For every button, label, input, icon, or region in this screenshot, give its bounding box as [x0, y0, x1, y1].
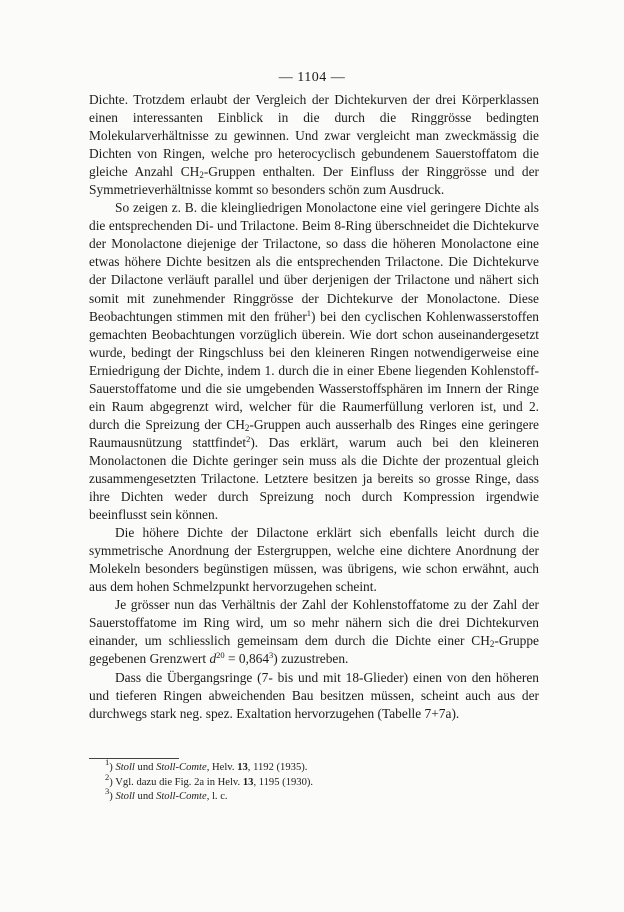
- subscript: 2: [489, 639, 495, 650]
- author: Stoll: [115, 762, 135, 773]
- paragraph-text: -Gruppen enthalten. Der Einfluss der Ringgrösse und der Symmetrieverhältnisse kommt so besonders schön zum Ausdruck.: [89, 164, 539, 198]
- footnote-ref: 2: [246, 433, 251, 444]
- paragraph-text: = 0,864: [224, 651, 270, 667]
- body-text: [89, 91, 539, 723]
- footnote-text: Vgl. dazu die Fig. 2a in Helv.: [115, 776, 243, 788]
- footnote-ref: 3: [269, 650, 274, 661]
- paragraph-text: -Gruppen auch ausserhalb des Ringes eine geringere Raumausnützung stattfindet: [89, 416, 539, 450]
- paragraph-text: Die höhere Dichte der Dilactone erklärt sich ebenfalls leicht durch die symmetrische Anordnung der Estergruppen, welche eine dichtere Anordnung der Molekeln besonders begünstigen müssen, was übrigens, wie schon erwähnt, auch aus dem hohen Schmelzpunkt hervorzugehen scheint.: [89, 525, 539, 595]
- author: Stoll: [115, 791, 135, 802]
- paragraph-2: [89, 199, 539, 524]
- footnote-text: und: [134, 762, 157, 773]
- paragraph-text: ) zuzustreben.: [273, 651, 349, 667]
- volume: 13: [242, 776, 254, 788]
- subscript: 2: [199, 170, 204, 181]
- subscript: 2: [244, 422, 250, 433]
- paragraph-text: Je grösser nun das Verhältnis der Zahl der Kohlenstoffatome zu der Zahl der Sauerstoffatome im Ring wird, um so mehr nähern sich die drei Dichtekurven einander, um schliesslich gemeinsam dem durch die Dichte einer CH: [89, 597, 539, 649]
- author: Stoll-Comte: [156, 791, 207, 802]
- footnote-divider: [89, 758, 179, 759]
- paragraph-3: [89, 524, 539, 596]
- footnote-ref: 1: [306, 307, 312, 318]
- footnote-text: , 1195 (1930).: [253, 776, 314, 788]
- footnotes: [105, 757, 525, 805]
- paragraph-text: ) bei den cyclischen Kohlenwasserstoffen gemachten Beobachtungen vorzüglich überein. Wie dort schon auseinandergesetzt wurde, bedingt der Ringschluss bei den kleineren Ringen notwendigerweise eine Erniedrigung der Dichte, indem 1. durch die in einer Ebene liegenden Kohlenstoff-Sauerstoffatome und die sie umgebenden Wasserstoffsphären im Innern der Ringe ein Raum abgegrenzt wird, welcher für die Raumerfüllung verloren ist, und 2. durch die Spreizung der CH: [89, 308, 539, 432]
- volume: 13: [237, 762, 248, 773]
- author: Stoll-Comte: [156, 762, 207, 773]
- paragraph-text: So zeigen z. B. die kleingliedrigen Monolactone eine viel geringere Dichte als die entsprechenden Di- und Trilactone. Beim 8-Ring überschneidet die Dichtekurve der Monolactone diejenige der Trilactone, so dass die höheren Monolactone eine etwas höhere Dichte besitzen als die entsprechenden Trilactone. Die Dichtekurve der Dilactone verläuft parallel und über derjenigen der Trilactone und nähert sich somit mit zunehmender Ringgrösse der Dichtekurve der Monolactone. Diese Beobachtungen stimmen mit den früher: [89, 200, 539, 324]
- footnote-1: $^1$) Stoll und Stoll-Comte, Helv. 13, 1192 (1935).: [105, 757, 308, 773]
- footnote-text: und: [134, 791, 157, 802]
- paragraph-text: Dass die Übergangsringe (7- bis und mit 18-Glieder) einen von den höheren und tieferen Ringen abweichenden Bau besitzen müssen, scheint auch aus der durchwegs stark neg. spez. Exaltation hervorzugehen (Tabelle 7+7a).: [89, 669, 539, 721]
- footnote-number: 3: [105, 786, 110, 796]
- footnote-text: , Helv.: [206, 762, 238, 773]
- footnote-3: $^3$) Stoll und Stoll-Comte, l. c.: [105, 786, 228, 802]
- footnote-text: , l. c.: [206, 791, 228, 802]
- paragraph-text: ). Das erklärt, warum auch bei den kleineren Monolactonen die Dichte geringer sein muss als die Dichte der prozentual gleich zusammengesetzten Trilactone. Letztere besitzen ja bereits so grosse Ringe, dass ihre Dichten weder durch Spreizung noch durch Kompression irgendwie beeinflusst sein können.: [89, 434, 540, 523]
- paragraph-text: -Gruppe gegebenen Grenzwert: [89, 633, 539, 667]
- superscript: 20: [216, 650, 225, 661]
- page-number: — 1104 —: [278, 70, 346, 85]
- paragraph-text: Dichte. Trotzdem erlaubt der Vergleich der Dichtekurven der drei Körperklassen einen interessanten Einblick in die durch die Ringgrösse bedingten Molekularverhältnisse zu gewinnen. Und zwar vergleicht man zweckmässig die Dichten von Ringen, welche pro heterocyclisch gebundenem Sauerstoffatom die gleiche Anzahl CH: [89, 92, 539, 180]
- footnote-number: 1: [105, 757, 110, 767]
- footnote-number: 2: [105, 771, 110, 782]
- paragraph-4: [89, 596, 539, 668]
- paragraph-5: [89, 669, 539, 723]
- footnote-2: $^2$) Vgl. dazu die Fig. 2a in Helv. 13, 1195 (1930).: [105, 771, 314, 788]
- variable: d: [209, 651, 217, 667]
- paragraph-1: [89, 91, 539, 199]
- footnote-text: , 1192 (1935).: [247, 762, 308, 773]
